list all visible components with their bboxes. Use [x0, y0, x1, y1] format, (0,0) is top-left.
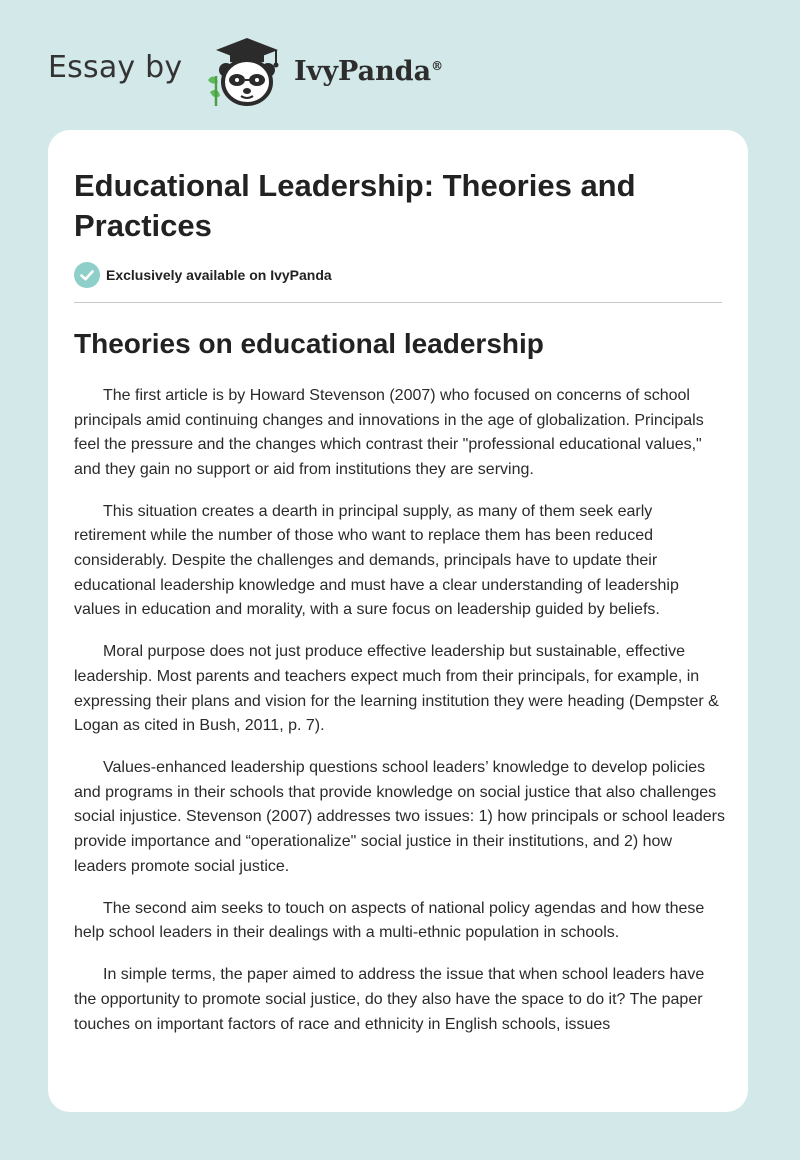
article-title: Educational Leadership: Theories and Practices — [74, 168, 636, 243]
paragraph: The second aim seeks to touch on aspects of national policy agendas and how these help school leaders in their dealings with a multi-ethnic population in schools. — [74, 899, 705, 942]
article-card — [48, 130, 748, 1112]
site-header — [48, 36, 508, 108]
paragraph: Moral purpose does not just produce effective leadership but sustainable, effective leadership. Most parents and teachers expect much from their principals, for example, in expressing their plans and vision for the learning institution they were heading (Dempster & Logan as cited in Bush, 2011, p. 7). — [74, 643, 719, 735]
exclusive-badge — [74, 262, 332, 288]
article-body — [74, 384, 726, 1055]
divider — [74, 302, 722, 303]
essay-by-label: Essay by — [48, 50, 183, 85]
badge-label: Exclusively available on IvyPanda — [106, 267, 332, 283]
brand-name[interactable]: IvyPanda® — [294, 56, 444, 87]
paragraph: This situation creates a dearth in principal supply, as many of them seek early retirement while the number of those who want to replace them has been reduced considerably. Despite the challenges and demands, principals have to update their educational leadership knowledge and must have a clear understanding of leadership values in education and morality, with a sure focus on leadership guided by beliefs. — [74, 502, 679, 619]
paragraph: Values-enhanced leadership questions school leaders’ knowledge to develop policies and programs in their schools that provide knowledge on social justice that also challenges social injustice. Stevenson (2007) addresses two issues: 1) how principals or school leaders provide importance and “operationalize" social justice in their institutions, and 2) how leaders promote social justice. — [74, 759, 725, 875]
registered-mark: ® — [431, 59, 444, 73]
panda-graduate-logo-icon[interactable] — [202, 36, 292, 108]
section-heading: Theories on educational leadership — [74, 328, 544, 359]
paragraph: In simple terms, the paper aimed to address the issue that when school leaders have the opportunity to promote social justice, do they also have the space to do it? The paper touches on important factors of race and ethnicity in English schools, issues — [74, 966, 705, 1033]
paragraph: The first article is by Howard Stevenson (2007) who focused on concerns of school principals amid continuing changes and innovations in the age of globalization. Principals feel the pressure and the changes which contrast their "professional educational values," and they gain no support or aid from institutions they are serving. — [74, 387, 704, 478]
check-circle-icon — [74, 262, 100, 288]
